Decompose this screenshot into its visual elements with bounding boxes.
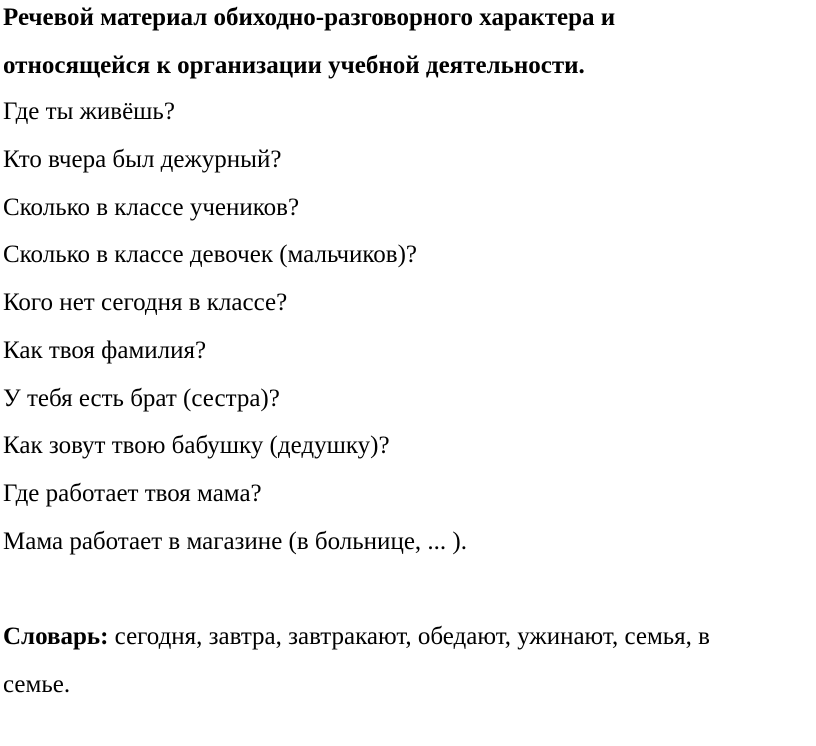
heading-line-2: относящейся к организации учебной деятельности. [3, 52, 585, 79]
heading-line-1: Речевой материал обиходно-разговорного характера и [3, 4, 616, 31]
vocabulary-label: Словарь: [3, 623, 109, 650]
vocabulary-line-1 [3, 622, 710, 652]
phrase-girls-count: Сколько в классе девочек (мальчиков)? [3, 241, 418, 268]
phrase-absent: Кого нет сегодня в классе? [3, 289, 288, 316]
phrase-students-count: Сколько в классе учеников? [3, 194, 300, 221]
vocabulary-text: сегодня, завтра, завтракают, обедают, ужинают, семья, в [108, 623, 710, 650]
phrase-duty-yesterday: Кто вчера был дежурный? [3, 146, 282, 173]
phrase-mom-works-where: Где работает твоя мама? [3, 480, 262, 507]
phrase-surname: Как твоя фамилия? [3, 337, 207, 364]
phrase-grandparent: Как зовут твою бабушку (дедушку)? [3, 432, 390, 459]
vocabulary-line-2: семье. [3, 671, 71, 698]
phrase-mom-works-store: Мама работает в магазине (в больнице, ... ). [3, 528, 467, 555]
phrase-sibling: У тебя есть брат (сестра)? [3, 385, 280, 412]
phrase-where-live: Где ты живёшь? [3, 98, 175, 125]
